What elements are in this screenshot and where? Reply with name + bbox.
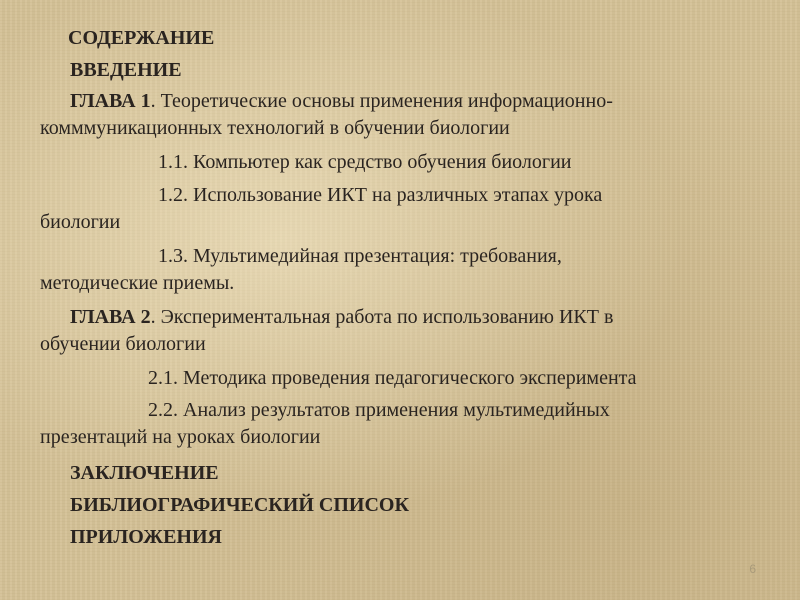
section-1-2-line2: биологии [40,210,121,233]
toc-title: СОДЕРЖАНИЕ [68,27,215,49]
toc-conclusion: ЗАКЛЮЧЕНИЕ [70,461,219,484]
chapter-2-title-continued: обучении биологии [40,332,206,355]
toc-section-2-1: 2.1. Методика проведения педагогического эксперимента [148,366,637,389]
toc-section-1-3 [40,243,760,297]
section-1-3-line2: методические приемы. [40,271,235,294]
chapter-2-title: . Экспериментальная работа по использованию ИКТ в [150,305,614,328]
toc-appendices: ПРИЛОЖЕНИЯ [70,526,222,549]
chapter-2-label: ГЛАВА 2 [70,305,151,328]
table-of-contents [40,22,760,553]
toc-chapter-1 [40,88,760,142]
toc-section-1-1: 1.1. Компьютер как средство обучения биологии [158,151,572,174]
toc-introduction: ВВЕДЕНИЕ [70,59,182,82]
chapter-1-label: ГЛАВА 1 [70,90,151,113]
chapter-1-title-continued: комммуникационных технологий в обучении биологии [40,117,510,140]
section-2-2-line1: 2.2. Анализ результатов применения мультимедийных [148,398,610,421]
section-1-2-line1: 1.2. Использование ИКТ на различных этапах урока [158,183,603,206]
page-number: 6 [749,562,756,576]
toc-section-1-2 [40,182,760,236]
toc-section-2-2 [40,397,760,451]
section-1-3-line1: 1.3. Мультимедийная презентация: требования, [158,244,562,267]
section-2-2-line2: презентаций на уроках биологии [40,425,321,448]
chapter-1-title: . Теоретические основы применения информационно- [150,90,613,113]
toc-bibliography: БИБЛИОГРАФИЧЕСКИЙ СПИСОК [70,494,409,517]
toc-chapter-2 [40,304,760,358]
